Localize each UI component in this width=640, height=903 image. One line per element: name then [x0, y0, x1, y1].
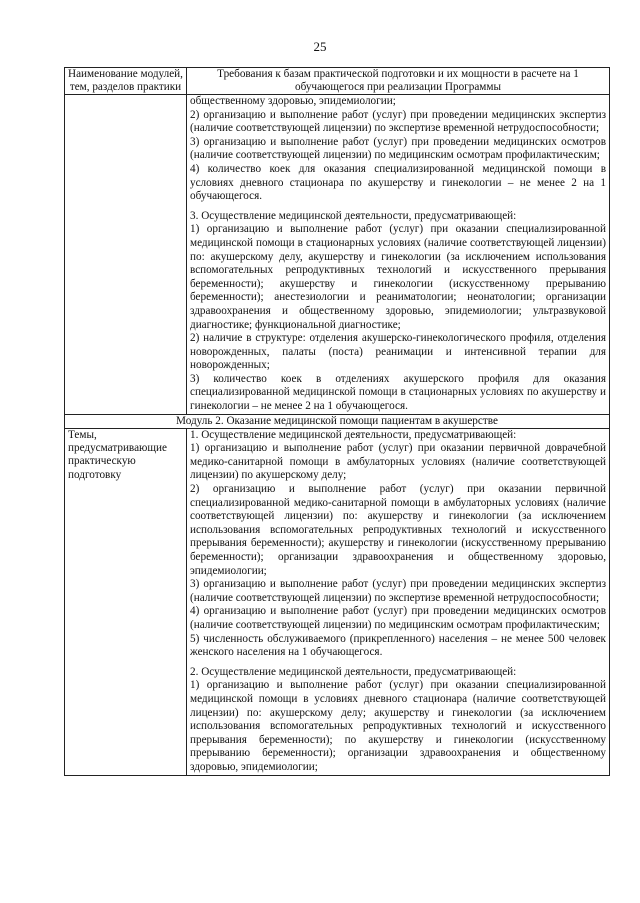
paragraph: 4) количество коек для оказания специализированной медицинской помощи в условиях дневного стационара по акушерству и гинекологии – не менее 2 на 1 обучающегося.: [190, 162, 606, 203]
paragraph: 5) численность обслуживаемого (прикрепленного) населения – не менее 500 человек женского населения на 1 обучающегося.: [190, 632, 606, 659]
paragraph: 4) организацию и выполнение работ (услуг) при проведении медицинских осмотров (наличие соответствующей лицензии) по медицинским осмотрам профилактическим;: [190, 605, 606, 631]
topics-label: Темы, предусматривающие практическую подготовку: [65, 428, 187, 775]
paragraph: 2) организацию и выполнение работ (услуг) при оказании первичной специализированной медико-санитарной помощи в амбулаторных условиях (наличие соответствующей лицензии) по: акушерству и гинекологии (за исключением использования вспомогательных репродуктивных технологий и искусственного прерывания беременности); акушерству и гинекологии (искусственному прерыванию беременности); организации здравоохранения и общественному здоровью, эпидемиологии;: [190, 483, 606, 577]
header-col-requirements: Требования к базам практической подготовки и их мощности в расчете на 1 обучающегося при реализации Программы: [187, 68, 610, 95]
paragraph: 1) организацию и выполнение работ (услуг) при оказании первичной доврачебной медико-санитарной помощи в амбулаторных условиях (наличие соответствующей лицензии) по акушерскому делу;: [190, 442, 606, 482]
paragraph: общественному здоровью, эпидемиологии;: [190, 95, 396, 107]
requirements-cell-2: [187, 428, 610, 775]
paragraph: 1) организацию и выполнение работ (услуг) при оказании специализированной медицинской помощи в условиях дневного стационара (наличие соответствующей лицензии) по: акушерскому делу; акушерству и гинекологии (за исключением использования вспомогательных репродуктивных технологий и искусственного прерывания беременности); по акушерству и гинекологии (искусственному прерыванию беременности); организации здравоохранения и общественному здоровью, эпидемиологии;: [190, 679, 606, 773]
table-header-row: [65, 68, 610, 95]
section-heading: 3. Осуществление медицинской деятельности, предусматривающей:: [190, 209, 517, 222]
module-title: Модуль 2. Оказание медицинской помощи пациентам в акушерстве: [65, 414, 610, 428]
page-number: 25: [313, 39, 327, 54]
header-col-modules: Наименование модулей, тем, разделов практики: [65, 68, 187, 95]
module-row: [65, 414, 610, 428]
paragraph: 2) наличие в структуре: отделения акушерско-гинекологического профиля, отделения новорожденных, палаты (поста) реанимации и интенсивной терапии для новорожденных;: [190, 332, 606, 372]
section-heading: 2. Осуществление медицинской деятельности, предусматривающей:: [190, 665, 517, 678]
table-row: [65, 95, 610, 415]
paragraph: 1) организацию и выполнение работ (услуг) при оказании специализированной медицинской помощи в стационарных условиях (наличие соответствующей лицензии) по: акушерскому делу, акушерству и гинекологии (за исключением использования вспомогательных репродуктивных технологий и искусственного прерывания беременности); акушерству и гинекологии (искусственному прерыванию беременности); анестезиологии и реаниматологии; неонатологии; организации здравоохранения и общественному здоровью, эпидемиологии; ультразвуковой диагностике; функциональной диагностике;: [190, 223, 606, 331]
empty-label-cell: [65, 95, 187, 415]
section-heading: 1. Осуществление медицинской деятельности, предусматривающей:: [190, 428, 517, 441]
paragraph: 3) организацию и выполнение работ (услуг) при проведении медицинских экспертиз (наличие соответствующей лицензии) по экспертизе временной нетрудоспособности;: [190, 578, 606, 604]
table-row: [65, 428, 610, 775]
practice-requirements-table: [64, 67, 610, 776]
requirements-cell-1: [187, 95, 610, 415]
paragraph: 3) организацию и выполнение работ (услуг) при проведении медицинских осмотров (наличие соответствующей лицензии) по медицинским осмотрам профилактическим;: [190, 135, 606, 162]
paragraph: 2) организацию и выполнение работ (услуг) при проведении медицинских экспертиз (наличие соответствующей лицензии) по экспертизе временной нетрудоспособности;: [190, 108, 606, 135]
paragraph: 3) количество коек в отделениях акушерского профиля для оказания специализированной медицинской помощи в стационарных условиях по акушерству и гинекологии – не менее 2 на 1 обучающегося.: [190, 372, 606, 413]
